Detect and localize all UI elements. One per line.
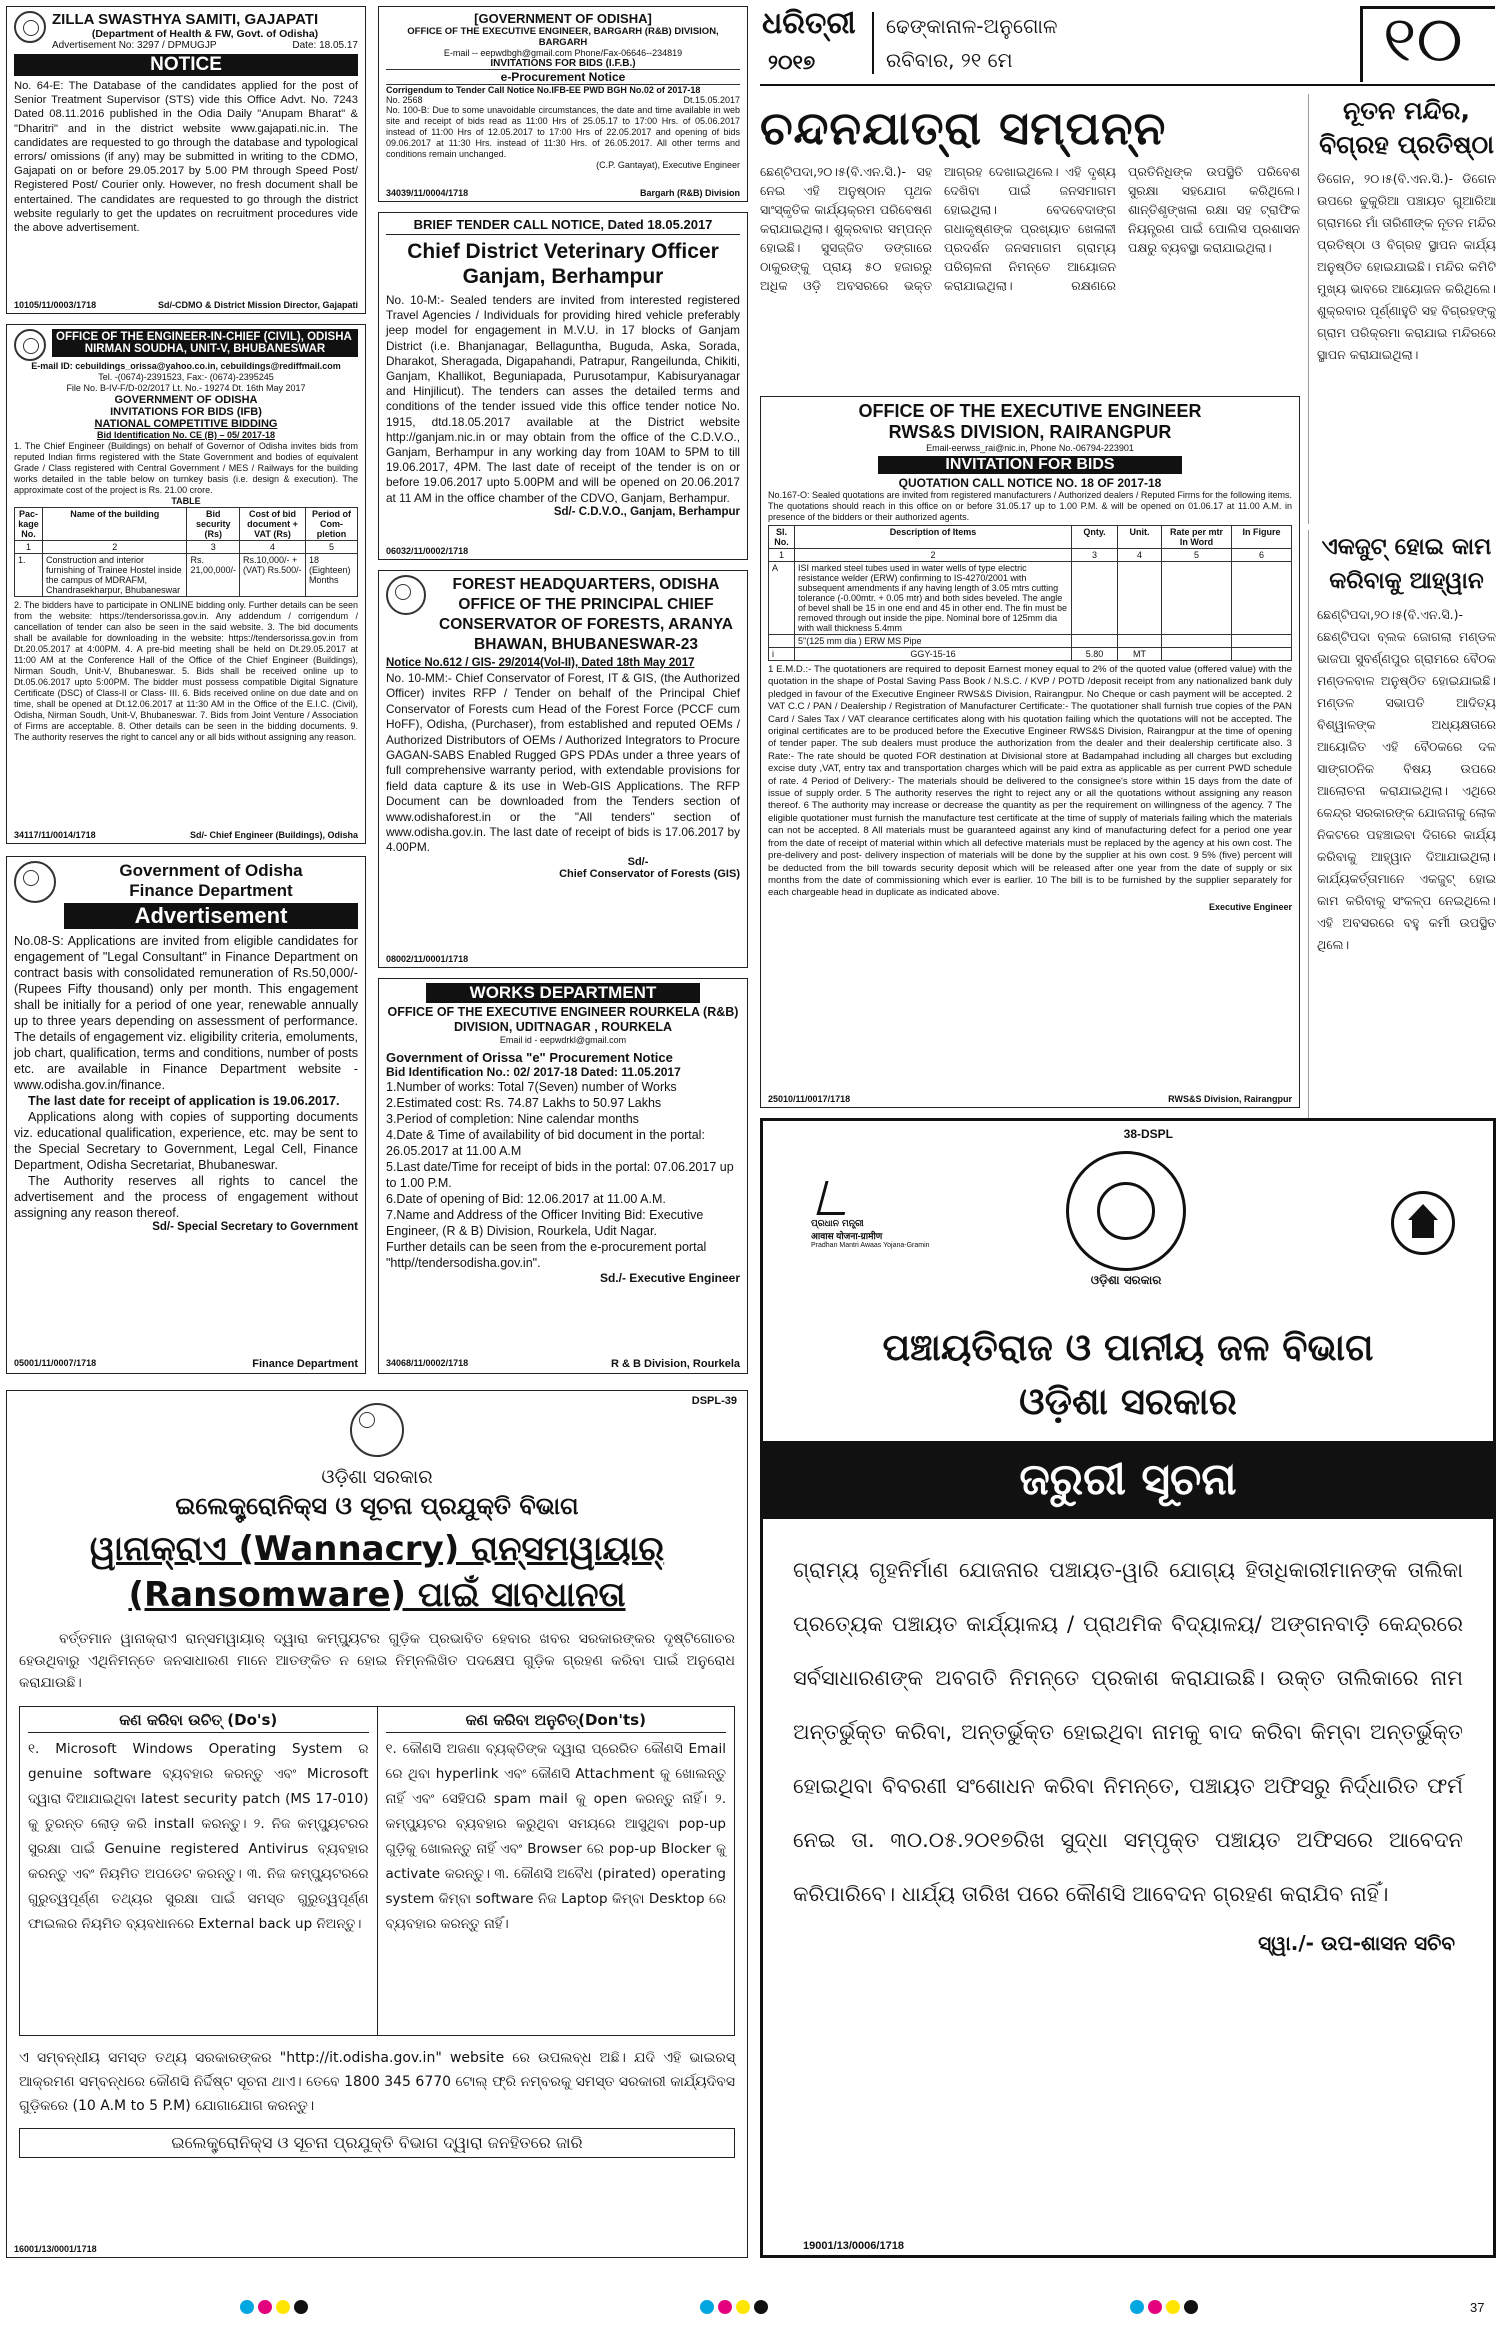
zilla-body: No. 64-E: The Database of the candidates applied for the post of Senior Treatment Supervisor (STS) vide this Office Advt. No. 7243 Dated 08.11.2016 published in the Odia Daily "Anupam Bharat" & "Dharitri" and in the district website www.gajapati.nic.in. The candidates are requested to go through the database and typological errors/ omissions (if any) may be submitted in writing to the CDMO, Gajapati on or before 29.05.2017 by 5.00 PM through Speed Post/ Registered Post/ Courier only. However, no fresh document shall be entertained. The candidates are requested to go through the district website regularly to get the updates on recruitment procedures vide the above advertisement.: [14, 80, 358, 235]
engineer-ifb: INVITATIONS FOR BIDS (IFB): [110, 406, 262, 418]
zilla-code: 10105/11/0003/1718: [14, 300, 97, 310]
table-cell: ISI marked steel tubes used in water wells of type electric resistance welder (ERW) confirming to IS-4270/2001 with subsequent amendments if any having length of 3.05 mtrs cutting tolerance (-0.00mtr. + 0.05 mtr) and both sides beveled. The angle of bevel shall be 15 in one end and 45 in other end. The fin must be removed through out inside the pipe. Nominal bore of 125mm dia with wall thickness 5.4mm: [795, 562, 1072, 635]
list-item: 6.Date of opening of Bid: 12.06.2017 at 11.00 A.M.: [386, 1192, 666, 1206]
chandan-headline: ଚନ୍ଦନଯାତ୍ରା ସମ୍ପନ୍ନ: [760, 101, 1167, 155]
forest-sign1: Sd/-: [627, 855, 649, 868]
registration-dot: [258, 2300, 272, 2314]
table-header: Period of Com-pletion: [306, 508, 358, 541]
table-cell: [769, 635, 795, 648]
table-row: [769, 648, 1292, 661]
table-cell: A: [769, 562, 795, 635]
bargarh-corrigendum: Corrigendum to Tender Call Notice No.IFB-EE PWD BGH No.02 of 2017-18: [386, 85, 701, 95]
registration-dot: [754, 2300, 768, 2314]
forest-notice: [378, 570, 748, 968]
paper-name: ଧରିତ୍ରୀ: [762, 6, 856, 41]
table-header: Unit.: [1118, 526, 1162, 549]
vet-title: Chief District Veterinary Officer Ganjam, Berhampur: [407, 240, 719, 288]
list-item: 3.Period of completion: Nine calendar months: [386, 1112, 639, 1126]
finance-p4: The Authority reserves all rights to cancel the advertisement and the process of engagement without assigning any reason thereof.: [14, 1174, 358, 1220]
table-header: Cost of bid document + VAT (Rs): [240, 508, 306, 541]
footer-page-number: 37: [1470, 2300, 1485, 2315]
engineer-table: [14, 507, 358, 597]
panchayat-code: 19001/13/0006/1718: [803, 2240, 904, 2252]
wannacry-intro: ବର୍ତ୍ତମାନ ୱାନାକ୍ରାଏ ରାନ୍‌ସମୱାୟାର୍ ଦ୍ୱାରା କମ୍ପ୍ୟୁଟର ଗୁଡ଼ିକ ପ୍ରଭାବିତ ହେବାର ଖବର ସରକାରଙ୍କର ଦୃଷ୍ଟିଗୋଚର ହେଉଥିବାରୁ ଏଥିନିମନ୍ତେ ଜନସାଧାରଣ ମାନେ ଆତଙ୍କିତ ନ ହୋଇ ନିମ୍ନଲିଖିତ ପଦକ୍ଷେପ ଗୁଡ଼ିକ ଗ୍ରହଣ କରିବା ପାଇଁ ଅନୁରୋଧ କରାଯାଉଛି।: [19, 1631, 735, 1691]
wannacry-code: 16001/13/0001/1718: [14, 2244, 97, 2254]
bargarh-notice: [378, 6, 748, 202]
finance-p3: Applications along with copies of supporting documents viz. educational qualification, experience, etc. may be sent to the Special Secretary to Government, Legal Cell, Finance Department, Odisha Secretariat, Bhubaneswar.: [14, 1110, 358, 1172]
rwss-title1: OFFICE OF THE EXECUTIVE ENGINEER: [858, 401, 1202, 421]
bargarh-no: No. 2568: [386, 95, 423, 105]
engineer-items: 2. The bidders have to participate in ONLINE bidding only. Further details can be seen from the website: https://tendersorissa.gov.in. Any addendum / corrigendum / cancellation of tender can also be seen in the said website. 3. The bid documents shall be available for downloading in the website: https://tendersorissa.gov.in from Dt.20.05.2017 at 4:00PM. 4. A pre-bid meeting shall be held on Dt.29.05.2017 at 11:00 AM at the Conference Hall of the Office of the Chief Engineer (Buildings), Nirman Soudh, Unit-V, Bhubaneswar. 5. Bids shall be received online up to Dt.05.06.2017 upto 5:00PM. The bidder must possess compatible Digital Signature Certificate (DSC) of Class-II or Class- III. 6. Bids received online on due date and on time, shall be opened at Dt.12.06.2017 at 11:30 AM in the Office of the E.I.C. (Civil), Odisha, Nirman Soudh, Unit-V, Bhubaneswar. 7. Bids from Joint Venture / Association of Firms are acceptable. 8. Other details can be seen in the bidding documents. 9. The authority reserves the right to cancel any or all bids without assigning any reason.: [14, 600, 358, 742]
table-cell: [1232, 562, 1292, 635]
donts-heading: କଣ କରିବା ଅନୁଚିତ୍(Don'ts): [386, 1711, 727, 1733]
engineer-sign: Sd/- Chief Engineer (Buildings), Odisha: [189, 830, 358, 840]
table-cell: Construction and interior furnishing of Trainee Hostel inside the campus of MDRAFM, Chandrasekharpur, Bhubaneswar: [43, 554, 187, 597]
pmay-line3: Pradhan Mantri Awaas Yojana-Gramin: [811, 1242, 930, 1249]
issue-date: ରବିବାର, ୨୧ ମେ: [886, 48, 1013, 72]
table-cell: 5: [1162, 549, 1232, 562]
page-number-box: [1360, 3, 1495, 82]
odisha-seal-icon: [14, 329, 46, 361]
table-row: [15, 508, 358, 541]
panchayat-body: ଗ୍ରାମ୍ୟ ଗୃହନିର୍ମାଣ ଯୋଜନାର ପଞ୍ଚାୟତ-ୱାରି ଯୋଗ୍ୟ ହିତାଧିକାରୀମାନଙ୍କ ତାଲିକା ପ୍ରତ୍ୟେକ ପଞ୍ଚାୟତ କାର୍ଯ୍ୟାଳୟ / ପ୍ରାଥମିକ ବିଦ୍ୟାଳୟ/ ଅଙ୍ଗନବାଡ଼ି କେନ୍ଦ୍ରରେ ସର୍ବସାଧାରଣଙ୍କ ଅବଗତି ନିମନ୍ତେ ପ୍ରକାଶ କରାଯାଇଛି। ଉକ୍ତ ତାଲିକାରେ ନାମ ଅନ୍ତର୍ଭୁକ୍ତ କରିବା, ଅନ୍ତର୍ଭୁକ୍ତ ହୋଇଥିବା ନାମକୁ ବାଦ କରିବା କିମ୍ବା ଅନ୍ତର୍ଭୁକ୍ତ ହୋଇଥିବା ବିବରଣୀ ସଂଶୋଧନ କରିବା ନିମନ୍ତେ, ପଞ୍ଚାୟତ ଅଫିସରୁ ନିର୍ଦ୍ଧାରିତ ଫର୍ମ ନେଇ ତା. ୩୦.୦୫.୨୦୧୭ରିଖ ସୁଦ୍ଧା ସମ୍ପୃକ୍ତ ପଞ୍ଚାୟତ ଅଫିସରେ ଆବେଦନ କରିପାରିବେ। ଧାର୍ଯ୍ୟ ତାରିଖ ପରେ କୌଣସି ଆବେଦନ ଗ୍ରହଣ କରାଯିବ ନାହିଁ।: [793, 1558, 1463, 1906]
bargarh-banner: e-Procurement Notice: [386, 69, 740, 85]
rwss-sign2: RWS&S Division, Rairangpur: [1168, 1094, 1292, 1104]
table-cell: [1232, 648, 1292, 661]
wannacry-ad: [6, 1390, 748, 2258]
zilla-adv-no: Advertisement No: 3297 / DPMUGJP: [52, 40, 217, 51]
forest-title: FOREST HEADQUARTERS, ODISHA OFFICE OF THE PRINCIPAL CHIEF CONSERVATOR OF FORESTS, ARANYA BHAWAN, BHUBANESWAR-23: [439, 576, 733, 653]
vet-code: 06032/11/0002/1718: [386, 546, 469, 556]
registration-dot: [1148, 2300, 1162, 2314]
table-header: Bid security (Rs): [187, 508, 240, 541]
rourkela-further: Further details can be seen from the e-procurement portal "http//tendersodisha.gov.in".: [386, 1240, 707, 1270]
page-number: ୧୦: [1383, 3, 1463, 77]
finance-sign2: Finance Department: [252, 1358, 358, 1370]
table-cell: Rs.10,000/- + (VAT) Rs.500/-: [240, 554, 306, 597]
table-cell: 2: [795, 549, 1072, 562]
wannacry-dept: ଇଲେକ୍ଟ୍ରୋନିକ୍ସ ଓ ସୂଚନା ପ୍ରଯୁକ୍ତି ବିଭାଗ: [175, 1492, 579, 1520]
donts-list: ୧. କୌଣସି ଅଜଣା ବ୍ୟକ୍ତିଙ୍କ ଦ୍ୱାରା ପ୍ରେରିତ କୌଣସି Email ରେ ଥିବା hyperlink ଏବଂ କୌଣସି Attachment କୁ ଖୋଲନ୍ତୁ ନାହିଁ ଏବଂ ସେହିପରି spam mail କୁ open କରନ୍ତୁ ନାହିଁ। ୨. କମ୍ପ୍ୟୁଟର ବ୍ୟବହାର କରୁଥିବା ସମୟରେ ଆସୁଥିବା pop-up ଗୁଡ଼ିକୁ ଖୋଲନ୍ତୁ ନାହିଁ ଏବଂ Browser ରେ pop-up Blocker କୁ activate କରନ୍ତୁ। ୩. କୌଣସି ଅବୈଧ (pirated) operating system କିମ୍ବା software ନିଜ Laptop କିମ୍ବା Desktop ରେ ବ୍ୟବହାର କରନ୍ତୁ ନାହିଁ।: [385, 1741, 726, 1932]
wannacry-dspl: DSPL-39: [691, 1395, 737, 1407]
rwss-qcn: QUOTATION CALL NOTICE NO. 18 OF 2017-18: [898, 476, 1162, 490]
rourkela-email: Email id - eepwdrkl@gmail.com: [499, 1035, 627, 1045]
zilla-date: Date: 18.05.17: [292, 40, 358, 51]
rourkela-office: OFFICE OF THE EXECUTIVE ENGINEER ROURKELA (R&B) DIVISION, UDITNAGAR , ROURKELA: [387, 1005, 739, 1034]
table-header: Name of the building: [43, 508, 187, 541]
nutan-headline: ନୂତନ ମନ୍ଦିର, ବିଗ୍ରହ ପ୍ରତିଷ୍ଠା: [1319, 96, 1494, 159]
dos-heading: କଣ କରିବା ଉଚିତ୍ (Do's): [28, 1711, 369, 1733]
engineer-title1: OFFICE OF THE ENGINEER-IN-CHIEF (CIVIL), ODISHA: [56, 331, 352, 343]
engineer-file: File No. B-IV-F/D-02/2017 Lt. No.- 19274 Dt. 16th May 2017: [66, 383, 306, 393]
forest-body: No. 10-MM:- Chief Conservator of Forest, IT & GIS, (the Authorized Officer) invites RFP / Tender on behalf of the Principal Chief Conservator of Forests cum Head of the Forest Force (PCCF cum HoFF), Odisha, (Purchaser), from established and reputed OEMs / Authorized Distributors of OEMs / Authorized Integrators to Procure GAGAN-SABS Enabled Rugged GPS PDAs under a three years of full comprehensive warranty period, with extendable provisions for field data capture & its use in Web-GIS Applications. The RFP Document can be downloaded from the Tenders section of www.odishaforest.in or the "All tenders" section of www.odisha.gov.in. The last date of receipt of bids is 17.06.2017 by 4.00PM.: [386, 671, 740, 855]
color-registration-marks: [240, 2300, 312, 2319]
table-cell: [1232, 635, 1292, 648]
rural-housing-logo-icon: [1391, 1191, 1455, 1255]
table-cell: 5.80: [1072, 648, 1118, 661]
table-cell: [1072, 562, 1118, 635]
table-header: Pac-kage No.: [15, 508, 43, 541]
pmay-line2: आवास योजना-ग्रामीण: [811, 1231, 883, 1241]
rwss-terms: 1 E.M.D.:- The quotationers are required to deposit Earnest money equal to 2% of the quoted value (offered value) with the quotation in the shape of Postal Saving Pass Book / N.S.C. / KVP / POTD /deposit receipt from any nationalized bank duly pledged in favour of the Executive Engineer RWS&S Division, Rairangpur. No Cheque or cash payment will be accepted. 2 VAT C.C / PAN / Dealership / Registration of Manufacturer Certificate:- The quotationer shall furnish true copies of the PAN Card / Sales Tax / VAT clearance certificates along with his quotation failing which the quotations will not be accepted. The original certificates are to be produced before the Executive Engineer RWS&S Division, Rairangpur at the time of opening of tender paper. The sub dealers must produce the authorization from the dealer and their dealership certificate also. 3 Rate:- The rate should be quoted FOR destination at Divisional store at Badampahad including all charges but excluding excise duty ,VAT, entry tax and transportation charges which will be paid extra as applicable as per current PWD schedule of rate. 4 Period of Delivery:- The materials should be delivered to the consignee's store within 15 days from the date of issue of supply order. 5 The authority reserves the right to reject any or all the quotations without assigning any reason thereof. 6 The authority may increase or decrease the quantity as per the requirement on willingness of the agency. 7 The eligible quotationer must furnish the manufacture test certificate at the time of supply of materials failing which the materials can not be accepted. 8 All materials must be guaranteed against any kind of manufacturing defect for a period one year from the date of receipt of material within which all defective materials must be replaced by the agency at his own cost. The pre-delivery and post- delivery inspection of materials will be done by the supplier at his own cost. 9 5% (five) percent will be deducted from the bill towards security deposit which will be released after one year from the date of supply or six months from the date of commissioning which ever is earlier. 10 The bill is to be furnished by the supplier separately for each chargeable head in duplicate as indicated above.: [768, 664, 1292, 899]
finance-gov: Government of Odisha: [119, 861, 303, 880]
emblem-caption: ଓଡ଼ିଶା ସରକାର: [1090, 1273, 1162, 1287]
wannacry-footer: ଏ ସମ୍ବନ୍ଧୀୟ ସମସ୍ତ ତଥ୍ୟ ସରକାରଙ୍କର "http://it.odisha.gov.in" website ରେ ଉପଲବ୍ଧ ଅଛି। ଯଦି ଏହି ଭାଇରସ୍ ଆକ୍ରମଣ ସମ୍ବନ୍ଧରେ କୌଣସି ନିର୍ଦ୍ଦିଷ୍ଟ ସୂଚନା ଥାଏ। ତେବେ 1800 345 6770 ଟୋଲ୍ ଫ୍ରି ନମ୍ବରକୁ ସମସ୍ତ ସରକାରୀ କାର୍ଯ୍ୟଦିବସ ଗୁଡ଼ିକରେ (10 A.M to 5 P.M) ଯୋଗାଯୋଗ କରନ୍ତୁ।: [19, 2050, 735, 2114]
ekajut-headline: ଏକଜୁଟ୍ ହୋଇ କାମ କରିବାକୁ ଆହ୍ୱାନ: [1321, 534, 1492, 594]
vet-banner: BRIEF TENDER CALL NOTICE, Dated 18.05.2017: [386, 217, 740, 235]
table-cell: 2: [43, 541, 187, 554]
engineer-para1: 1. The Chief Engineer (Buildings) on behalf of Governor of Odisha invites bids from reputed Indian firms registered with the State Government and bodies of equivalent Grade / Class registered with Central Government / MES / Railways for the building works detailed in the table below on turnkey basis (i.e. design & execution). The approximate cost of the project is Rs. 21.00 crore.: [14, 441, 358, 495]
rourkela-title: Government of Orissa "e" Procurement Notice: [386, 1050, 673, 1065]
table-header: In Figure: [1232, 526, 1292, 549]
nutan-body: ଡିଗେନ, ୨୦।୫(ବି.ଏନ.ସି.)- ଡିଗେନ ଉପରେ ଢୁକୁରିଆ ପଞ୍ଚାୟତ ଗୁଆରିଆ ଗ୍ରାମରେ ମାଁ ତାରିଣୀଙ୍କ ନୂତନ ମନ୍ଦିର ପ୍ରତିଷ୍ଠା ଓ ବିଗ୍ରହ ସ୍ଥାପନ କାର୍ଯ୍ୟ ଅନୁଷ୍ଠିତ ହୋଇଯାଇଛି। ମନ୍ଦିର କମିଟି ମୁଖ୍ୟ ଭାବରେ ଆୟୋଜନ କରିଥିଲେ। ଶୁକ୍ରବାର ପୂର୍ଣ୍ଣାହୁତି ସହ ବିଗ୍ରହଙ୍କୁ ଗ୍ରାମ ପରିକ୍ରମା କରାଯାଇ ମନ୍ଦିରରେ ସ୍ଥାପନ କରାଯାଇଥିଲା।: [1317, 171, 1496, 362]
chandan-story: [760, 94, 1300, 384]
engineer-tel: Tel. -(0674)-2391523, Fax:- (0674)-2395245: [98, 372, 274, 382]
registration-dot: [276, 2300, 290, 2314]
table-header: Description of Items: [795, 526, 1072, 549]
paper-year: ୨୦୧୭: [768, 50, 816, 74]
engineer-title2: NIRMAN SOUDHA, UNIT-V, BHUBANESWAR: [84, 343, 326, 355]
table-cell: 6: [1232, 549, 1292, 562]
engineer-notice: [6, 324, 366, 844]
rourkela-banner: WORKS DEPARTMENT: [426, 983, 700, 1003]
table-cell: 1.: [15, 554, 43, 597]
masthead: [760, 3, 1495, 86]
panchayat-sign: ସ୍ୱା./- ଉପ-ଶାସନ ସଚିବ: [1258, 1931, 1455, 1955]
registration-dot: [736, 2300, 750, 2314]
registration-dot: [240, 2300, 254, 2314]
table-cell: MT: [1118, 648, 1162, 661]
table-cell: GGY-15-16: [795, 648, 1072, 661]
table-cell: 4: [240, 541, 306, 554]
panchayat-dspl: 38-DSPL: [1123, 1127, 1173, 1141]
nutan-story: [1308, 94, 1496, 524]
panchayat-banner: ଜରୁରୀ ସୂଚନା: [763, 1441, 1493, 1519]
finance-dept: Finance Department: [129, 881, 293, 900]
vet-body: No. 10-M:- Sealed tenders are invited from interested registered Travel Agencies / Individuals for providing hired vehicle preferably jeep model for engagement in M.V.U. in 17 blocks of Ganjam District (i.e. Bhanjanagar, Bellaguntha, Buguda, Aska, Sorada, Dharakot, Sheragada, Digapahandi, Patrapur, Rangeilunda, Chikiti, Ganjam, Khallikot, Beguniapada, Purusotampur, Kabisuryanagar and Hinjilicut). The tenders can asses the detailed terms and conditions of the tender issued vide this office tender notice No. 1915, dtd.18.05.2017 available at the District website http://ganjam.nic.in or may obtain from the office of the C.D.V.O., Ganjam, Berhampur in any working day from 10AM to 5PM to till 19.06.2017, 4PM. The last date of receipt of the tender is on or before 19.06.2017 upto 5.00PM and will be opened on 20.06.2017 at 11 AM in the office chamber of the CDVO, Ganjam, Berhampur.: [386, 293, 740, 505]
pmay-line1: ପ୍ରଧାନ ମନ୍ତ୍ରୀ: [811, 1219, 864, 1229]
bargarh-contact: E-mail -- eepwdbgh@gmail.com Phone/Fax-06646--234819: [443, 48, 683, 58]
finance-last-date: The last date for receipt of application is 19.06.2017.: [28, 1094, 340, 1108]
panchayat-ad: [760, 1118, 1496, 2258]
odisha-emblem-icon: [350, 1403, 404, 1457]
finance-code: 05001/11/0007/1718: [14, 1358, 97, 1368]
list-item: 2.Estimated cost: Rs. 74.87 Lakhs to 50.97 Lakhs: [386, 1096, 662, 1110]
finance-banner: Advertisement: [64, 903, 358, 929]
panchayat-headline2: ଓଡ଼ିଶା ସରକାର: [1019, 1380, 1237, 1423]
forest-code: 08002/11/0001/1718: [386, 954, 469, 964]
bargarh-code: 34039/11/0004/1718: [386, 188, 469, 198]
bargarh-dt: Dt.15.05.2017: [683, 95, 740, 105]
finance-notice: [6, 856, 366, 1374]
table-cell: 5: [306, 541, 358, 554]
rourkela-sign2: R & B Division, Rourkela: [611, 1358, 740, 1370]
rwss-notice: [760, 396, 1300, 1108]
bargarh-sign2: Bargarh (R&B) Division: [639, 188, 740, 198]
vet-sign: Sd/- C.D.V.O., Ganjam, Berhampur: [553, 505, 740, 518]
rourkela-notice: [378, 978, 748, 1374]
table-cell: 3: [187, 541, 240, 554]
list-item: 7.Name and Address of the Officer Inviting Bid: Executive Engineer, (R & B) Division, Rourkela, Udit Nagar.: [386, 1208, 704, 1238]
table-cell: [1118, 562, 1162, 635]
list-item: 5.Last date/Time for receipt of bids in the portal: 07.06.2017 up to 1.00 P.M.: [386, 1160, 734, 1190]
rwss-table: [768, 525, 1292, 661]
table-cell: 3: [1072, 549, 1118, 562]
registration-dot: [294, 2300, 308, 2314]
registration-dot: [1184, 2300, 1198, 2314]
list-item: 4.Date & Time of availability of bid document in the portal: 26.05.2017 at 11.00 A.M: [386, 1128, 705, 1158]
ekajut-body: ଛେଣ୍ଟିପଦା,୨୦।୫(ବି.ଏନ.ସି.)- ଛେଣ୍ଟିପଦା ବ୍ଲକ ଜୋଗଲା ମଣ୍ଡଳ ଭାଜପା ସୁବର୍ଣ୍ଣପୁର ଗ୍ରାମରେ ବୈଠକ ମଣ୍ଡଳବାଳ ଅନୁଷ୍ଠିତ ହୋଇଯାଇଛି। ମଣ୍ଡଳ ସଭାପତି ଆଦିତ୍ୟ ବିଶ୍ୱାଳଙ୍କ ଅଧ୍ୟକ୍ଷତାରେ ଆୟୋଜିତ ଏହି ବୈଠକରେ ଦଳ ସାଙ୍ଗଠନିକ ବିଷୟ ଉପରେ ଆଲୋଚନା କରାଯାଇଥିଲା। ଏଥିରେ କେନ୍ଦ୍ର ସରକାରଙ୍କ ଯୋଜନାକୁ ଲୋକ ନିକଟରେ ପହଞ୍ଚାଇବା ଦିଗରେ କାର୍ଯ୍ୟ କରିବାକୁ ଆହ୍ୱାନ ଦିଆଯାଇଥିଲା। କାର୍ଯ୍ୟକର୍ତ୍ତାମାନେ ଏକଜୁଟ୍ ହୋଇ କାମ କରିବାକୁ ସଂକଳ୍ପ ନେଇଥିଲେ। ଏହି ଅବସରରେ ବହୁ କର୍ମୀ ଉପସ୍ଥିତ ଥିଲେ।: [1317, 607, 1496, 952]
table-cell: 1: [15, 541, 43, 554]
engineer-bid-id: Bid Identification No. CE (B) – 05/ 2017-18: [96, 430, 276, 440]
table-row: [769, 549, 1292, 562]
zilla-notice: [6, 6, 366, 314]
masthead-divider: [872, 12, 874, 74]
dos-list: ୧. Microsoft Windows Operating System ର genuine software ବ୍ୟବହାର କରନ୍ତୁ ଏବଂ Microsoft ଦ୍ୱାରା ଦିଆଯାଇଥିବା latest security patch (MS 17-010) କୁ ତୁରନ୍ତ ଲୋଡ଼ କରି install କରନ୍ତୁ। ୨. ନିଜ କମ୍ପ୍ୟୁଟରର ସୁରକ୍ଷା ପାଇଁ Genuine registered Antivirus ବ୍ୟବହାର କରନ୍ତୁ ଏବଂ ନିୟମିତ ଅପଡେଟ କରନ୍ତୁ। ୩. ନିଜ କମ୍ପ୍ୟୁଟରରେ ଗୁରୁତ୍ୱପୂର୍ଣ୍ଣ ତଥ୍ୟର ସୁରକ୍ଷା ପାଇଁ ସମସ୍ତ ଗୁରୁତ୍ୱପୂର୍ଣ୍ଣ ଫାଇଲର ନିୟମିତ ବ୍ୟବଧାନରେ External back up ନିଅନ୍ତୁ।: [28, 1741, 369, 1932]
color-registration-marks: [1130, 2300, 1202, 2319]
odisha-seal-icon: [14, 861, 56, 903]
odisha-seal-icon: [14, 11, 46, 43]
bargarh-body: No. 100-B: Due to some unavoidable circumstances, the date and time available in web site and receipt of bids read as 11:00 Hrs of 25.05.17 to 17:00 Hrs. of 05.06.2017 instead of 11:00 Hrs of 12.05.2017 to 17:00 Hrs of 22.05.2017 and opening of bids 09.06.2017 at 11:30 Hrs. instead of 11:30 Hrs. of 26.05.2017. All other terms and conditions remain unchanged.: [386, 105, 740, 159]
registration-dot: [1166, 2300, 1180, 2314]
finance-sign1: Sd/- Special Secretary to Government: [152, 1221, 358, 1233]
rwss-sign1: Executive Engineer: [1208, 901, 1292, 912]
engineer-code: 34117/11/0014/1718: [14, 830, 96, 840]
table-cell: [1162, 635, 1232, 648]
forest-notice-no: Notice No.612 / GIS- 29/2014(Vol-II), Dated 18th May 2017: [386, 657, 695, 669]
wannacry-bottom: ଇଲେକ୍ଟ୍ରୋନିକ୍ସ ଓ ସୂଚନା ପ୍ରଯୁକ୍ତି ବିଭାଗ ଦ୍ୱାରା ଜନହିତରେ ଜାରି: [19, 2128, 735, 2158]
zilla-notice-banner: NOTICE: [14, 54, 358, 76]
bargarh-sign1: (C.P. Gantayat), Executive Engineer: [596, 160, 740, 170]
zilla-sign: Sd/-CDMO & District Mission Director, Gajapati: [157, 300, 358, 310]
registration-dot: [718, 2300, 732, 2314]
table-cell: Rs. 21,00,000/-: [187, 554, 240, 597]
color-registration-marks: [700, 2300, 772, 2319]
wannacry-gov: ଓଡ଼ିଶା ସରକାର: [321, 1466, 433, 1488]
table-row: [15, 554, 358, 597]
chandan-body: ଛେଣ୍ଟିପଦା,୨୦।୫(ବି.ଏନ.ସି.)- ସହ ନେଇ ଏହି ଅନୁଷ୍ଠାନ ପୃଥକ ସାଂସ୍କୃତିକ କାର୍ଯ୍ୟକ୍ରମ ପରିବେଷଣ କରାଯାଇଥିଲା। ଶୁକ୍ରବାର ସମ୍ପନ୍ନ ହୋଇଛି। ସୁସଜ୍ଜିତ ଡଙ୍ଗାରେ ଠାକୁରଙ୍କୁ ପ୍ରାୟ ୫୦ ହଜାରରୁ ଅଧିକ ଓଡ଼ି ଅବସରରେ ଭକ୍ତ ଆଗ୍ରହ ଦେଖାଇଥିଲେ। ଏହି ଦୃଶ୍ୟ ଦେଖିବା ପାଇଁ ଜନସମାଗମ ହୋଇଥିଲା। ବେଦବେଦାଙ୍ଗ ଗଧାକୃଷ୍ଣଙ୍କ ପ୍ରଖ୍ୟାତ ଖେଳାଳୀ ପ୍ରଦର୍ଶନ ଜନସମାଗମ ଗ୍ରାମ୍ୟ ପରିଚାଳନା ନିମନ୍ତେ ଆୟୋଜନ କରାଯାଇଥିଲା। ରକ୍ଷଣରେ ପ୍ରତିନିଧିଙ୍କ ଉପସ୍ଥିତି ପରିବେଶ ସୁରକ୍ଷା ସହଯୋଗ କରିଥିଲେ। ଶାନ୍ତିଶୃଙ୍ଖଳା ରକ୍ଷା ସହ ଟ୍ରାଫିକ ନିୟନ୍ତ୍ରଣ ପାଇଁ ପୋଲିସ ପ୍ରଶାସନ ପକ୍ଷରୁ ବ୍ୟବସ୍ଥା କରାଯାଇଥିଲା।: [760, 164, 1300, 293]
pmay-logo-icon: [816, 1181, 853, 1215]
table-header: Sl. No.: [769, 526, 795, 549]
engineer-ncb: NATIONAL COMPETITIVE BIDDING: [94, 418, 278, 430]
rourkela-items: [386, 1079, 740, 1239]
forest-seal-icon: [386, 575, 426, 615]
rourkela-code: 34068/11/0002/1718: [386, 1358, 469, 1368]
forest-sign2: Chief Conservator of Forests (GIS): [559, 867, 740, 880]
table-cell: [1072, 635, 1118, 648]
zilla-dept: (Department of Health & FW, Govt. of Odisha): [91, 28, 319, 40]
engineer-gov: GOVERNMENT OF ODISHA: [114, 394, 258, 406]
table-cell: 4: [1118, 549, 1162, 562]
rwss-banner: INVITATION FOR BIDS: [878, 456, 1182, 474]
table-cell: 18 (Eighteen) Months: [306, 554, 358, 597]
wannacry-headline1: ୱାନାକ୍ରାଏ (Wannacry) ରାନ୍‌ସମୱାୟାର୍: [89, 1529, 665, 1569]
list-item: 1.Number of works: Total 7(Seven) number of Works: [386, 1080, 677, 1094]
table-row: [769, 526, 1292, 549]
table-cell: [1162, 648, 1232, 661]
wannacry-headline2: (Ransomware) ପାଇଁ ସାବଧାନତା: [128, 1575, 626, 1615]
table-row: [15, 541, 358, 554]
table-cell: 5"(125 mm dia ) ERW MS Pipe: [795, 635, 1072, 648]
engineer-table-label: TABLE: [171, 496, 201, 506]
table-cell: [1118, 635, 1162, 648]
rwss-intro: No.167-O: Sealed quotations are invited from registered manufacturers / Authorized dealers / Reputed Firms for the following items. The quotations should reach in this office on or before 31.05.17 up to 1.00 P.M. & will be opened on 01.06.17 at 11.00 A.M. in presence of the bidders or their authorized agents.: [768, 490, 1292, 522]
registration-dot: [700, 2300, 714, 2314]
table-header: Qnty.: [1072, 526, 1118, 549]
zilla-title: ZILLA SWASTHYA SAMITI, GAJAPATI: [52, 11, 319, 28]
vet-notice: [378, 212, 748, 560]
table-cell: [1162, 562, 1232, 635]
panchayat-logos: [781, 1131, 1475, 1321]
table-header: Rate per mtr In Word: [1162, 526, 1232, 549]
table-row: [769, 562, 1292, 635]
table-row: [769, 635, 1292, 648]
rourkela-sign1: Sd./- Executive Engineer: [599, 1271, 740, 1285]
panchayat-headline1: ପଞ୍ଚାୟତିରାଜ ଓ ପାନୀୟ ଜଳ ବିଭାଗ: [882, 1326, 1374, 1369]
table-cell: 1: [769, 549, 795, 562]
table-cell: i: [769, 648, 795, 661]
rwss-title2: RWS&S DIVISION, RAIRANGPUR: [888, 422, 1172, 442]
engineer-email: E-mail ID: cebuildings_orissa@yahoo.co.in, cebuildings@rediffmail.com: [31, 361, 341, 371]
odisha-emblem-icon: [1066, 1151, 1186, 1271]
rwss-code: 25010/11/0017/1718: [768, 1094, 851, 1104]
bargarh-title: INVITATIONS FOR BIDS (I.F.B.): [490, 58, 636, 69]
wannacry-table: [19, 1706, 735, 2036]
bargarh-gov: [GOVERNMENT OF ODISHA]: [474, 11, 652, 26]
rwss-email: Email-eerwss_rai@nic.in, Phone No.-06794-223901: [926, 443, 1134, 453]
bargarh-office: OFFICE OF THE EXECUTIVE ENGINEER, BARGARH (R&B) DIVISION, BARGARH: [407, 26, 719, 48]
registration-dot: [1130, 2300, 1144, 2314]
edition-name: ଢେଙ୍କାନାଳ-ଅନୁଗୋଳ: [886, 14, 1058, 38]
rourkela-bid: Bid Identification No.: 02/ 2017-18 Dated: 11.05.2017: [386, 1065, 681, 1079]
finance-body: No.08-S: Applications are invited from eligible candidates for engagement of "Legal Consultant" in Finance Department on contract basis with consolidated remuneration of Rs.50,000/- (Rupees Fifty thousand) only per month. This engagement shall be initially for a period of one year, renewable annually up to three years depending on assessment of performance. The details of engagement viz. eligibility criteria, emoluments, job chart, qualification, terms and conditions, number of posts etc. are available in Finance Department website - www.odisha.gov.in/finance.: [14, 934, 358, 1092]
